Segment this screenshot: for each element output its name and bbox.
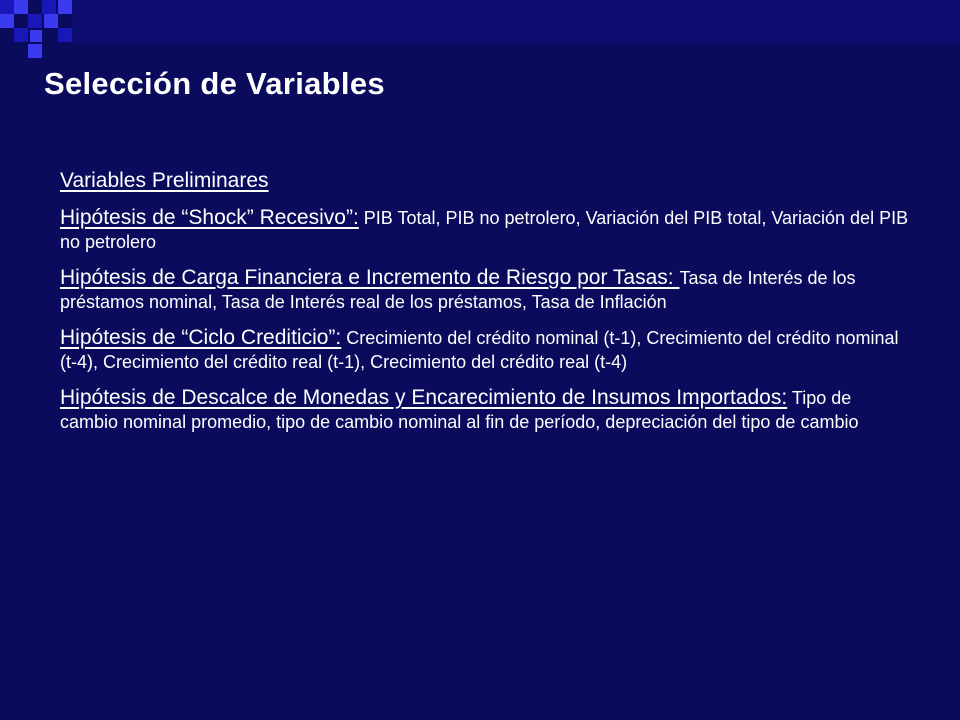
hypothesis-label: Hipótesis de Descalce de Monedas y Encarecimiento de Insumos Importados: (60, 386, 788, 409)
section-heading: Variables Preliminares (60, 169, 269, 192)
decor-square (14, 28, 28, 42)
decor-square (30, 30, 42, 42)
decor-square (58, 28, 72, 42)
hypothesis-label: Hipótesis de Carga Financiera e Incremento de Riesgo por Tasas: (60, 266, 680, 289)
corner-decoration (0, 0, 960, 60)
decor-square (42, 0, 56, 14)
hypothesis-variables: PIB Total, PIB no petrolero, Variación del PIB total, Variación del PIB no petrolero (60, 208, 909, 252)
top-bar-decoration (72, 0, 960, 44)
slide-title: Selección de Variables (44, 66, 385, 101)
hypothesis-carga-financiera (60, 266, 910, 314)
hypothesis-ciclo-crediticio (60, 326, 910, 374)
hypothesis-label: Hipótesis de “Ciclo Crediticio”: (60, 326, 342, 349)
decor-square (14, 0, 28, 14)
hypothesis-shock-recesivo (60, 206, 910, 254)
decor-square (58, 0, 72, 14)
hypothesis-variables: Crecimiento del crédito nominal (t-1), Crecimiento del crédito nominal (t-4), Crecimiento del crédito real (t-1), Crecimiento del crédito real (t-4) (60, 328, 899, 372)
slide-content (60, 168, 910, 446)
decor-square (0, 14, 14, 28)
decor-square (28, 44, 42, 58)
hypothesis-descalce-monedas (60, 386, 910, 434)
hypothesis-variables: Tipo de cambio nominal promedio, tipo de cambio nominal al fin de período, depreciación del tipo de cambio (60, 388, 859, 432)
hypothesis-variables: Tasa de Interés de los préstamos nominal, Tasa de Interés real de los préstamos, Tasa de Inflación (60, 268, 856, 312)
decor-square (0, 0, 14, 14)
hypothesis-label: Hipótesis de “Shock” Recesivo”: (60, 206, 359, 229)
decor-square (28, 14, 42, 28)
decor-square (44, 14, 58, 28)
